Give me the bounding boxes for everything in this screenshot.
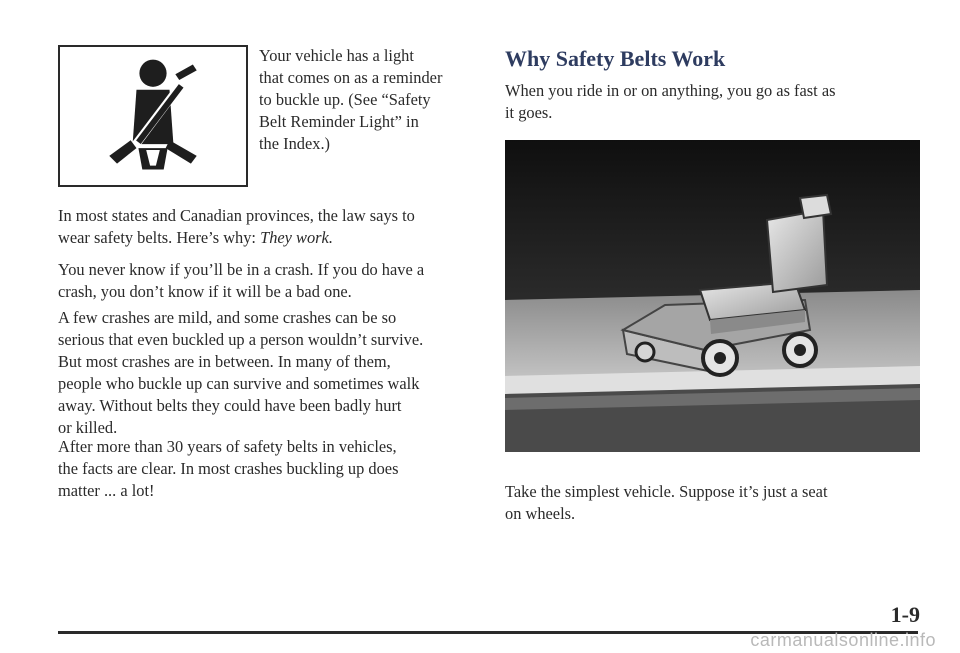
intro-paragraph <box>505 80 905 124</box>
text-line: A few crashes are mild, and some crashes can be so <box>58 308 397 327</box>
text-line: crash, you don’t know if it will be a bad one. <box>58 282 352 301</box>
text-line: or killed. <box>58 418 118 437</box>
section-heading: Why Safety Belts Work <box>505 46 726 71</box>
text-line <box>58 227 478 249</box>
reminder-line: Belt Reminder Light” in <box>259 112 419 131</box>
paragraph-law <box>58 205 478 249</box>
text-line: serious that even buckled up a person wouldn’t survive. <box>58 330 424 349</box>
text-line: But most crashes are in between. In many of them, <box>58 352 391 371</box>
seat-on-wheels-drawing <box>505 140 920 452</box>
reminder-text <box>259 45 479 155</box>
text-line: the facts are clear. In most crashes buckling up does <box>58 459 399 478</box>
reminder-line: the Index.) <box>259 134 330 153</box>
reminder-line: Your vehicle has a light <box>259 46 414 65</box>
emphasis-they-work: They work. <box>260 228 333 247</box>
photo-caption <box>505 481 905 525</box>
text-line: on wheels. <box>505 504 576 523</box>
seat-on-wheels-illustration <box>505 140 920 452</box>
watermark: carmanualsonline.info <box>750 630 936 650</box>
reminder-line: to buckle up. (See “Safety <box>259 90 431 109</box>
text-line: After more than 30 years of safety belts in vehicles, <box>58 437 397 456</box>
text-line: You never know if you’ll be in a crash. If you do have a <box>58 260 425 279</box>
text-line: When you ride in or on anything, you go as fast as <box>505 81 836 100</box>
text-line: matter ... a lot! <box>58 481 155 500</box>
seatbelt-person-icon <box>60 47 246 185</box>
paragraph-facts <box>58 436 478 502</box>
text-line: away. Without belts they could have been badly hurt <box>58 396 402 415</box>
page-number: 1-9 <box>890 602 920 627</box>
text-line: In most states and Canadian provinces, the law says to <box>58 206 415 225</box>
paragraph-crash-severity <box>58 307 478 439</box>
seatbelt-reminder-icon-box <box>58 45 248 187</box>
reminder-line: that comes on as a reminder <box>259 68 443 87</box>
paragraph-crash-unknown <box>58 259 478 303</box>
text-line: people who buckle up can survive and sometimes walk <box>58 374 420 393</box>
text-line: Take the simplest vehicle. Suppose it’s just a seat <box>505 482 828 501</box>
text-span: wear safety belts. Here’s why: <box>58 228 261 247</box>
text-line: it goes. <box>505 103 553 122</box>
